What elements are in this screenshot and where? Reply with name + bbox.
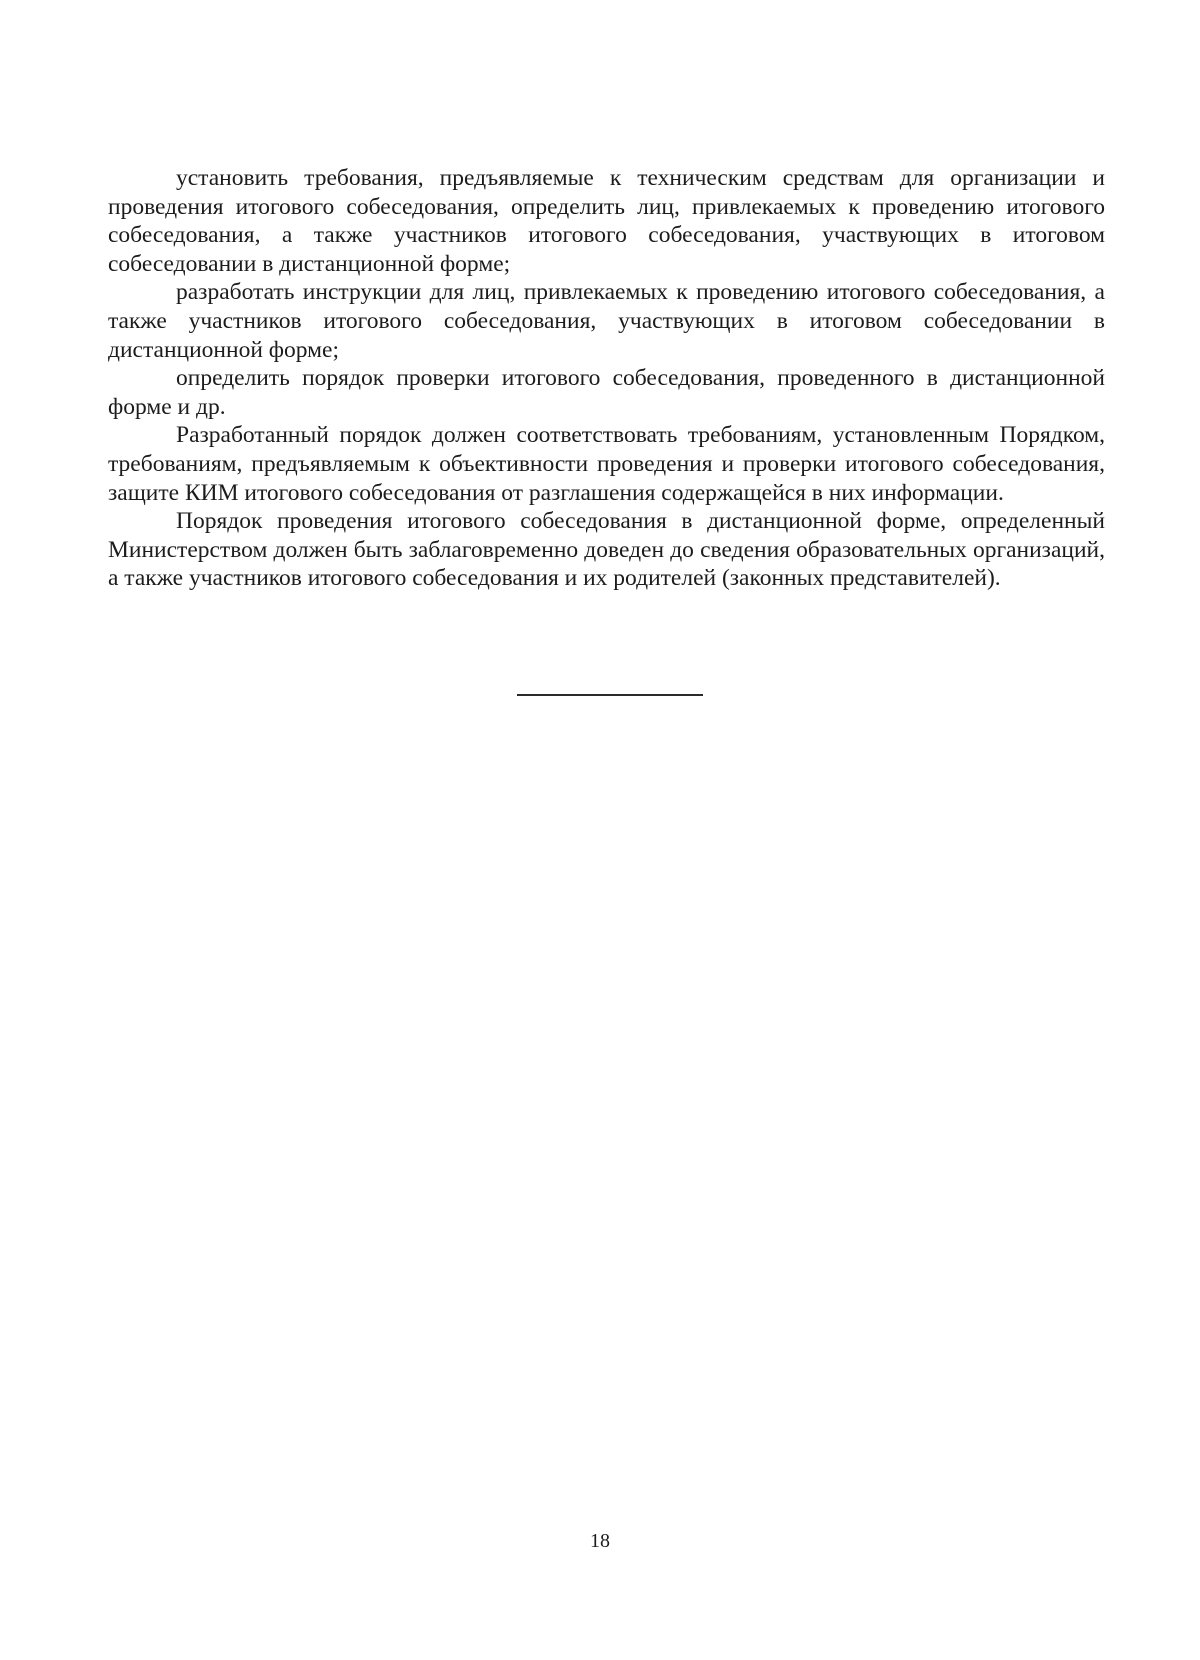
paragraph-instructions: разработать инструкции для лиц, привлекаемых к проведению итогового собеседования, а также участников итогового собеседования, участвующих в итоговом собеседовании в дистанционной форме;: [108, 279, 1105, 363]
paragraph-notification: Порядок проведения итогового собеседования в дистанционной форме, определенный Министерством должен быть заблаговременно доведен до сведения образовательных организаций, а также участников итогового собеседования и их родителей (законных представителей).: [108, 508, 1105, 592]
paragraph-verification-procedure: определить порядок проверки итогового собеседования, проведенного в дистанционной форме и др.: [108, 365, 1105, 420]
end-of-text-divider: [517, 694, 703, 696]
paragraph-compliance: Разработанный порядок должен соответствовать требованиям, установленным Порядком, требованиям, предъявляемым к объективности проведения и проверки итогового собеседования, защите КИМ итогового собеседования от разглашения содержащейся в них информации.: [108, 422, 1105, 506]
page-number: 18: [590, 1530, 610, 1552]
document-body: [108, 164, 1105, 593]
paragraph-technical-requirements: установить требования, предъявляемые к техническим средствам для организации и проведения итогового собеседования, определить лиц, привлекаемых к проведению итогового собеседования, а также участников итогового собеседования, участвующих в итоговом собеседовании в дистанционной форме;: [108, 165, 1105, 277]
